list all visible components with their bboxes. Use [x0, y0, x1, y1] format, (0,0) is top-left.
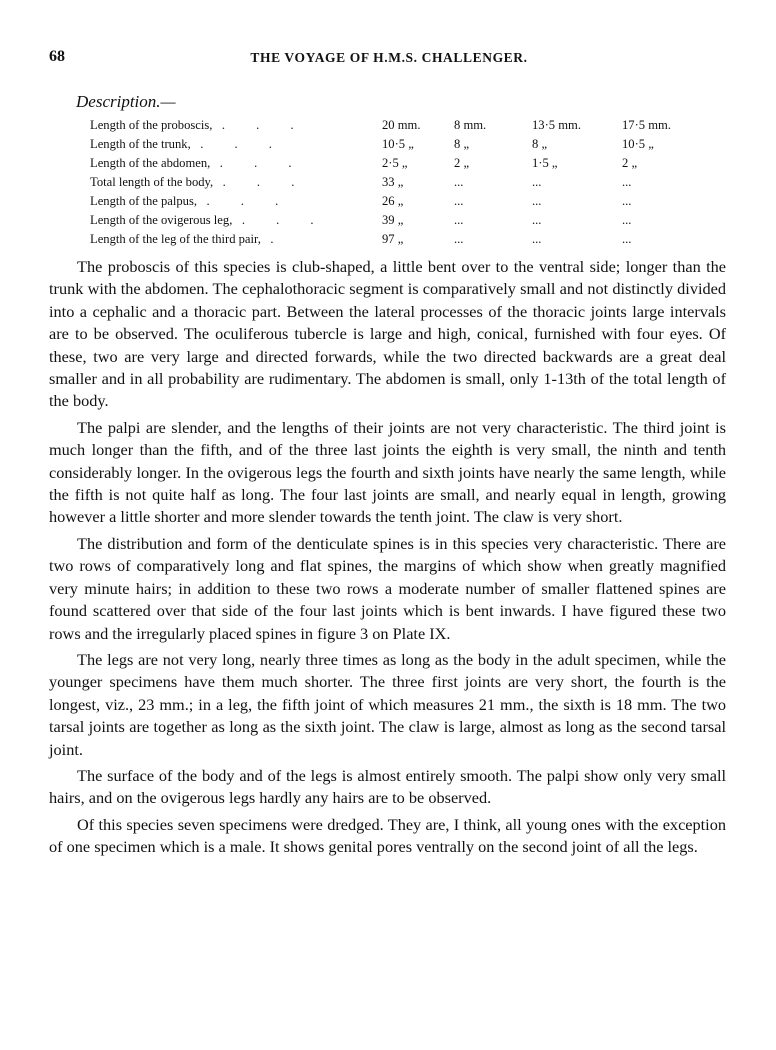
- page-header: [49, 48, 729, 72]
- table-row: [90, 192, 692, 211]
- measurement-label-cell: [90, 135, 382, 154]
- measurement-value: ...: [454, 194, 464, 208]
- measurement-value: 8 „: [532, 137, 548, 151]
- paragraph: The legs are not very long, nearly three times as long as the body in the adult specimen, while the younger specimens have them much shorter. The three first joints are very short, the fourth is the longest, viz., 23 mm.; in a leg, the fifth joint of which measures 21 mm., the sixth is 18 mm. The two tarsal joints are together as long as the sixth joint. The claw is large, almost as long as the second tarsal joint.: [49, 649, 726, 759]
- measurement-value: ...: [622, 213, 632, 227]
- measurement-label: Length of the abdomen,: [90, 156, 211, 170]
- measurement-label: Length of the trunk,: [90, 137, 191, 151]
- measurement-value: ...: [454, 232, 464, 246]
- table-row: [90, 173, 692, 192]
- measurement-label-cell: [90, 211, 382, 230]
- measurement-label-cell: [90, 154, 382, 173]
- measurement-value: ...: [622, 194, 632, 208]
- table-row: [90, 230, 692, 249]
- leader-dots: .: [270, 232, 288, 246]
- leader-dots: . . .: [206, 194, 293, 208]
- measurement-value: 10·5 „: [622, 137, 654, 151]
- measurement-value: ...: [532, 194, 542, 208]
- leader-dots: . . .: [221, 118, 308, 132]
- measurement-label-cell: [90, 173, 382, 192]
- measurement-label-cell: [90, 230, 382, 249]
- measurement-value: 26 „: [382, 194, 404, 208]
- leader-dots: . . .: [241, 213, 328, 227]
- measurement-value: 97 „: [382, 232, 404, 246]
- table-row: [90, 154, 692, 173]
- leader-dots: . . .: [200, 137, 286, 151]
- page-number: 68: [49, 48, 65, 65]
- measurement-value: 13·5 mm.: [532, 118, 581, 132]
- measurement-value: ...: [622, 232, 632, 246]
- measurement-value: 1·5 „: [532, 156, 558, 170]
- description-heading: Description.—: [76, 92, 176, 111]
- measurement-table: [90, 116, 692, 249]
- leader-dots: . . .: [219, 156, 306, 170]
- measurement-value: 17·5 mm.: [622, 118, 671, 132]
- table-row: [90, 135, 692, 154]
- measurement-value: ...: [622, 175, 632, 189]
- measurement-label-cell: [90, 192, 382, 211]
- measurement-value: 2 „: [622, 156, 638, 170]
- measurement-label-cell: [90, 116, 382, 135]
- measurement-value: ...: [454, 175, 464, 189]
- measurement-value: 2·5 „: [382, 156, 408, 170]
- measurement-value: 39 „: [382, 213, 404, 227]
- measurement-value: ...: [532, 175, 542, 189]
- measurement-label: Total length of the body,: [90, 175, 214, 189]
- measurement-value: ...: [454, 213, 464, 227]
- measurement-label: Length of the ovigerous leg,: [90, 213, 233, 227]
- table-row: [90, 211, 692, 230]
- leader-dots: . . .: [222, 175, 309, 189]
- measurement-value: 10·5 „: [382, 137, 414, 151]
- measurement-label: Length of the proboscis,: [90, 118, 213, 132]
- measurement-value: 2 „: [454, 156, 470, 170]
- paragraph: The surface of the body and of the legs is almost entirely smooth. The palpi show only very small hairs, and on the ovigerous legs hardly any hairs are to be observed.: [49, 765, 726, 808]
- measurement-value: 20 mm.: [382, 118, 421, 132]
- measurement-value: ...: [532, 232, 542, 246]
- body-text: [49, 256, 726, 863]
- paragraph: The proboscis of this species is club-shaped, a little bent over to the ventral side; longer than the trunk with the abdomen. The cephalothoracic segment is comparatively small and not distinctly divided into a cephalic and a thoracic part. Between the lateral processes of the thoracic joints large intervals are to be observed. The oculiferous tubercle is large and high, conical, furnished with four eyes. Of these, two are very large and directed forwards, while the two directed backwards are a great deal smaller and in all probability are rudimentary. The abdomen is small, only 1-13th of the total length of the body.: [49, 257, 726, 411]
- measurement-label: Length of the palpus,: [90, 194, 198, 208]
- table-row: [90, 116, 692, 135]
- running-title: THE VOYAGE OF H.M.S. CHALLENGER.: [250, 50, 528, 65]
- paragraph: The distribution and form of the denticulate spines is in this species very characteristic. There are two rows of comparatively long and flat spines, the margins of which show when greatly magnified very minute hairs; in addition to these two rows a moderate number of smaller flattened spines are found scattered over that side of the four last joints which is bent inwards. I have figured these two rows and the irregularly placed spines in figure 3 on Plate IX.: [49, 533, 726, 643]
- measurement-value: 8 „: [454, 137, 470, 151]
- paragraph: Of this species seven specimens were dredged. They are, I think, all young ones with the exception of one specimen which is a male. It shows genital pores ventrally on the second joint of all the legs.: [49, 814, 726, 857]
- paragraph: The palpi are slender, and the lengths of their joints are not very characteristic. The third joint is much longer than the fifth, and of the three last joints the eighth is very small, the ninth and tenth considerably longer. In the ovigerous legs the fourth and sixth joints have nearly the same length, while the fifth is not quite half as long. The four last joints are small, and nearly equal in length, growing however a little shorter and more slender towards the tenth joint. The claw is very short.: [49, 417, 726, 527]
- measurement-label: Length of the leg of the third pair,: [90, 232, 261, 246]
- measurement-value: ...: [532, 213, 542, 227]
- measurement-value: 8 mm.: [454, 118, 487, 132]
- measurement-value: 33 „: [382, 175, 404, 189]
